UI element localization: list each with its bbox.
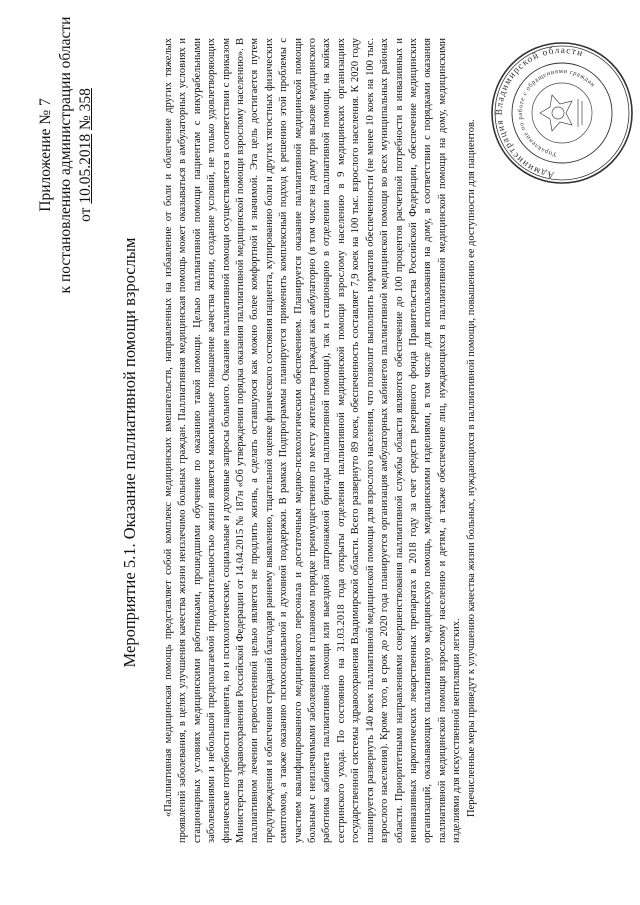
document-title: Мероприятие 5.1. Оказание паллиативной помощи взрослым <box>120 237 139 668</box>
decree-date: 10.05.2018 <box>77 133 94 204</box>
document-header <box>36 5 96 305</box>
svg-text:Администрация Владимирской обл <box>495 45 585 179</box>
decree-reference: к постановлению администрации области <box>57 16 74 294</box>
date-prefix: от <box>77 207 94 222</box>
decree-number: № 358 <box>77 88 94 131</box>
appendix-label: Приложение № 7 <box>37 98 54 212</box>
seal-emblem <box>540 95 582 131</box>
svg-text:Управление по работе с обращен <box>517 68 596 158</box>
seal-inner-text: Управление по работе с обращениями граждан <box>516 67 597 158</box>
paragraph: Перечисленные меры приведут к улучшению качества жизни больных, нуждающихся в паллиативной помощи, повышению ее доступности для пациентов. <box>465 119 477 817</box>
paragraph: «Паллиативная медицинская помощь представляет собой комплекс медицинских вмешательств, направленных на избавление от боли и облегчение других тяжелых проявлений заболевания, в целях улучшения качества жизни неизлечимо больных граждан. Паллиативная медицинская помощь может оказываться в амбулаторных условиях и стационарных условиях медицинскими работниками, прошедшими обучение по оказанию такой помощи. Целью паллиативной помощи пациентам с инкурабельными заболеваниями и небольшой предполагаемой продолжительностью жизни является максимальное повышение качества жизни, создание условий, не только удовлетворяющих физические потребности пациента, но и психологические, социальные и духовные запросы больного. Оказание паллиативной помощи осуществляется в соответствии с приказом Министерства здравоохранения Российской Федерации от 14.04.2015 № 187н «Об утверждении порядка оказания паллиативной медицинской помощи взрослому населению». В паллиативном лечении первостепенной целью является не продлить жизнь, а сделать оставшуюся как можно более комфортной и значимой. Эта цель достигается путем предупреждения и облегчения страданий благодаря раннему выявлению, тщательной оценке физического состояния пациента, купированию боли и других тягостных физических симптомов, а также оказанию психосоциальной и духовной поддержки. В рамках Подпрограммы планируется применить комплексный подход к решению этой проблемы с участием квалифицированного медицинского персонала и достаточным медико-психологическим обеспечением. Планируется оказание паллиативной медицинской помощи больным с неизлечимыми заболеваниями в плановом порядке преимущественно по месту жительства граждан как амбулаторно (в том числе на дому при вызове медицинского работника кабинета паллиативной помощи или выездной патронажной бригады паллиативной помощи), так и стационарно в отделении паллиативной помощи, на койках сестринского ухода. По состоянию на 31.03.2018 года открыты отделения паллиативной медицинской помощи взрослому населению в 9 медицинских организациях государственной системы здравоохранения Владимирской области. Всего развернуто 89 коек, обеспеченность составляет 7,9 коек на 100 тыс. взрослого населения. К 2020 году планируется развернуть 140 коек паллиативной медицинской помощи для взрослого населения, что позволит выполнить норматив обеспеченности (не менее 10 коек на 100 тыс. взрослого населения). Кроме того, в срок до 2020 года планируется организация амбулаторных кабинетов паллиативной медицинской помощи во всех муниципальных районах области. Приоритетными направлениями совершенствования паллиативной службы области являются обеспечение до 100 процентов расчетной потребности в инвазивных и неинвазивных наркотических лекарственных препаратах в 2018 году за счет средств резервного фонда Правительства Российской Федерации, обеспечение медицинских организаций, оказывающих паллиативную медицинскую помощь, медицинскими изделиями, в том числе для использования на дому, в соответствии с порядками оказания паллиативной медицинской помощи взрослому населению и детям, а также обеспечение лиц, нуждающихся в паллиативной медицинской помощи на дому, медицинскими изделиями для искусственной вентиляции легких. <box>163 38 463 843</box>
decree-date-line <box>76 5 96 305</box>
document-body <box>162 38 479 843</box>
official-seal <box>488 39 636 187</box>
seal-outer-text: Администрация Владимирской области <box>494 45 585 180</box>
